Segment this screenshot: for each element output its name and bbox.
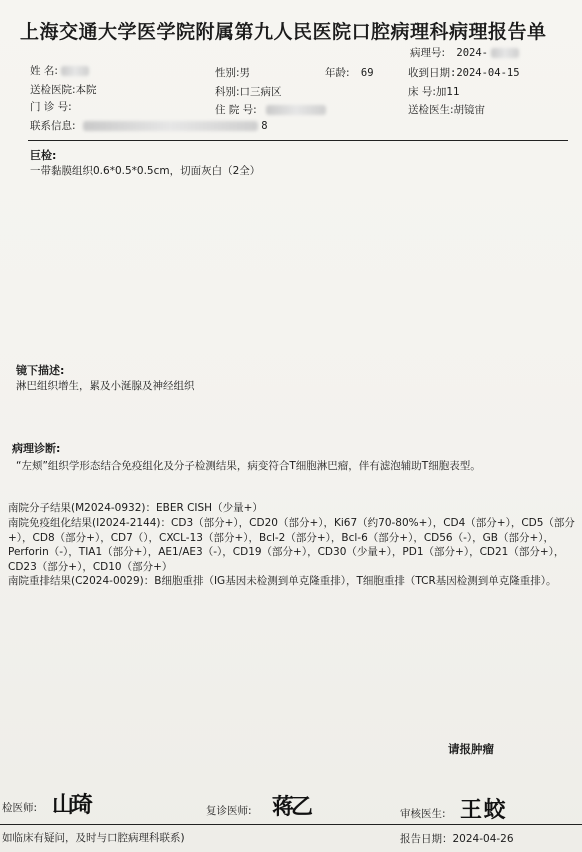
age-value: 69 <box>360 67 374 79</box>
redacted-name <box>61 66 89 76</box>
bed-number: 床 号:加11 <box>408 86 460 98</box>
molecular-result: 南院分子结果(M2024-0932)：EBER CISH（少量+） <box>8 502 263 514</box>
rearrangement-result: 南院重排结果(C2024-0029)：B细胞重排（IG基因未检测到单克隆重排），T细胞重排（TCR基因检测到单克隆重排）。 <box>8 575 557 587</box>
clinic-number-label: 门 诊 号: <box>30 101 72 113</box>
diagnosis-heading: 病理诊断: <box>12 442 61 455</box>
pathology-number-label: 病理号: <box>410 47 446 59</box>
microscopic-heading: 镜下描述: <box>16 364 65 377</box>
diagnosis-text: “左颊”组织学形态结合免疫组化及分子检测结果，病变符合T细胞淋巴瘤，伴有滤泡辅助T细胞表型。 <box>16 460 481 472</box>
received-date: 收到日期:2024-04-15 <box>408 67 520 79</box>
examiner-label: 检医师: <box>2 802 38 814</box>
microscopic-text: 淋巴组织增生，累及小涎腺及神经组织 <box>16 380 195 392</box>
inpatient-number <box>215 102 326 117</box>
report-title: 上海交通大学医学院附属第九人民医院口腔病理科病理报告单 <box>20 21 547 43</box>
auditor-signature: 王 蛟 <box>460 797 503 823</box>
reviewer-signature: 蒋乙 <box>272 794 311 820</box>
age-label: 年龄: <box>325 67 350 79</box>
sex-field: 性别:男 <box>215 67 251 79</box>
examiner-signature: 山琦 <box>52 792 91 818</box>
header-divider <box>28 140 568 141</box>
footer-note: 如临床有疑问，及时与口腔病理科联系) <box>2 832 185 844</box>
redacted-pathology-number <box>491 48 519 58</box>
redacted-contact <box>83 121 258 131</box>
gross-heading: 巨检: <box>30 149 57 162</box>
patient-name <box>30 63 89 78</box>
redacted-inpatient-number <box>266 105 326 115</box>
department: 科别:口三病区 <box>215 86 282 98</box>
contact-label: 联系信息: <box>30 120 76 132</box>
age-field <box>325 65 374 80</box>
inpatient-label: 住 院 号: <box>215 104 257 116</box>
contact-info <box>30 118 268 133</box>
gross-text: 一带黏膜组织0.6*0.5*0.5cm，切面灰白（2全） <box>30 165 261 177</box>
pathology-number-value: 2024- <box>456 47 488 59</box>
sending-doctor: 送检医生:胡镜宙 <box>408 104 486 116</box>
name-label: 姓 名: <box>30 65 58 77</box>
auditor-label: 审核医生: <box>400 808 446 820</box>
report-tumor-note: 请报肿瘤 <box>448 742 494 756</box>
contact-tail: 8 <box>261 120 268 132</box>
reviewer-label: 复诊医师: <box>206 805 252 817</box>
ihc-result: 南院免疫组化结果(I2024-2144)：CD3（部分+），CD20（部分+），Ki67（约70-80%+），CD4（部分+），CD5（部分+），CD8（部分+），CD7（），CXCL-13（部分+），Bcl-2（部分+），Bcl-6（部分+），CD56（-），GB（部分+），Perforin（-），TIA1（部分+），AE1/AE3（-），CD19（部分+），CD30（少量+），PD1（部分+），CD21（部分+），CD23（部分+），CD10（部分+） <box>8 517 575 573</box>
sending-hospital: 送检医院:本院 <box>30 84 97 96</box>
report-date: 报告日期：2024-04-26 <box>400 833 514 845</box>
pathology-number <box>410 45 519 60</box>
footer-divider <box>0 824 582 825</box>
